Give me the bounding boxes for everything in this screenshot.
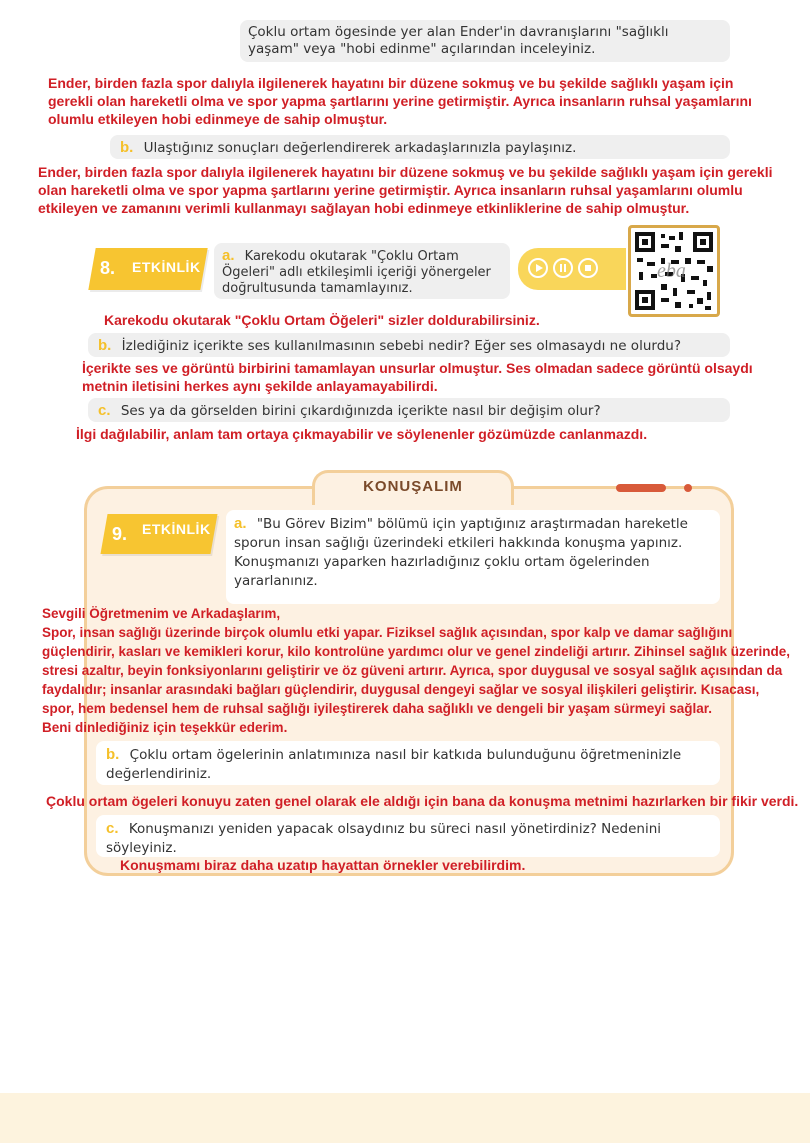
media-player [518, 248, 626, 290]
question-box-8c [88, 398, 730, 422]
answer-9a [42, 604, 794, 737]
question-box-b [110, 135, 730, 159]
item-mark-b: b. [106, 746, 120, 763]
microphone-dot-icon [684, 484, 692, 492]
answer-9b: Çoklu ortam ögeleri konuyu zaten genel olarak ele aldığı için bana da konuşma metnimi hazırlarken bir fikir verdi. [46, 793, 799, 809]
section-title: KONUŞALIM [363, 478, 463, 495]
qr-label: eba [657, 260, 686, 282]
activity-label: ETKİNLİK [132, 259, 201, 275]
page-footer [0, 1093, 810, 1143]
activity-number: 9. [112, 524, 128, 544]
answer-line: Sevgili Öğretmenim ve Arkadaşlarım, [42, 606, 281, 621]
question-box-8b [88, 333, 730, 357]
question-text: Ulaştığınız sonuçları değerlendirerek arkadaşlarınızla paylaşınız. [143, 140, 577, 156]
item-mark-a: a. [222, 247, 235, 264]
item-mark-b: b. [120, 139, 134, 156]
answer-9c: Konuşmamı biraz daha uzatıp hayattan örnekler verebilirdim. [120, 857, 526, 873]
question-text: İzlediğiniz içerikte ses kullanılmasının sebebi nedir? Eğer ses olmasaydı ne olurdu? [121, 338, 681, 354]
question-box-9b [96, 741, 720, 785]
answer-8c: İlgi dağılabilir, anlam tam ortaya çıkmayabilir ve söylenenler gözümüzde canlanmazdı. [76, 426, 648, 442]
question-box-top [240, 20, 730, 62]
item-mark-b: b. [98, 337, 112, 354]
pause-icon[interactable] [553, 258, 573, 278]
question-text: Karekodu okutarak "Çoklu Ortam Ögeleri" adlı etkileşimli içeriği yönergeler doğrultusunda tamamlayınız. [222, 249, 491, 296]
activity-number: 8. [100, 258, 116, 278]
question-text: Ses ya da görselden birini çıkardığınızda içerikte nasıl bir değişim olur? [120, 403, 601, 419]
item-mark-a: a. [234, 515, 247, 532]
answer-b: Ender, birden fazla spor dalıyla ilgilenerek hayatını bir düzene sokmuş ve bu şekilde sağlıklı yaşam için gerekli olan hareketli olma ve spor yapma şartlarını yerine getirmiştir. Ayrıca insanların ruhsal yaşamlarını olumlu etkileyen ve zamanını verimli kullanmayı sağlayan hobi edinmeye etkinliklerine de sahip olmuştur. [38, 164, 773, 216]
answer-8a: Karekodu okutarak "Çoklu Ortam Öğeleri" sizler doldurabilirsiniz. [104, 312, 540, 328]
answer-8b: İçerikte ses ve görüntü birbirini tamamlayan unsurlar olmuştur. Ses olmadan sadece görüntü olsaydı metnin iletisini herkes aynı şekilde anlayamayabilirdi. [82, 360, 753, 394]
activity-label: ETKİNLİK [142, 521, 211, 537]
microphone-icon [616, 484, 666, 492]
question-box-8a [214, 243, 510, 299]
answer-line: Spor, insan sağlığı üzerinde birçok olumlu etki yapar. Fiziksel sağlık açısından, spor kalp ve damar sağlığını güçlendirir, kasları ve kemikleri korur, kilo kontrolüne yardımcı olur ve genel zindeliği artırır. Zihinsel sağlık üzerinde, stresi azaltır, beyin fonksiyonlarını geliştirir ve öz güveni artırır. Ayrıca, spor duygusal ve sosyal sağlık açısından da faydalıdır; insanlar arasındaki bağları güçlendirir, duygusal dengeyi sağlar ve sosyal ilişkileri geliştirir. Kısacası, spor, hem bedensel hem de ruhsal sağlığı iyileştirerek daha sağlıklı ve dengeli bir yaşam sürmeyi sağlar. [42, 625, 791, 716]
question-text: Çoklu ortam ögelerinin anlatımınıza nasıl bir katkıda bulunduğunu öğretmeninizle değerlendiriniz. [106, 747, 682, 782]
stop-icon[interactable] [578, 258, 598, 278]
answer-top: Ender, birden fazla spor dalıyla ilgilenerek hayatını bir düzene sokmuş ve bu şekilde sağlıklı yaşam için gerekli olan hareketli olma ve spor yapma şartlarını yerine getirmiştir. Ayrıca insanların ruhsal yaşamlarını olumlu etkileyen hobi edinmeye de sahip olmuştur. [48, 75, 752, 127]
question-text: Konuşmanızı yeniden yapacak olsaydınız bu süreci nasıl yönetirdiniz? Nedenini söyleyiniz. [106, 821, 662, 856]
play-icon[interactable] [528, 258, 548, 278]
question-text: "Bu Görev Bizim" bölümü için yaptığınız araştırmadan hareketle sporun insan sağlığı üzerindeki etkileri hakkında konuşma yapınız. Konuşmanızı yaparken hazırladığınız çoklu ortam ögelerinden yararlanınız. [234, 516, 688, 589]
question-text: Çoklu ortam ögesinde yer alan Ender'in davranışlarını "sağlıklı yaşam" veya "hobi edinme" açılarından inceleyiniz. [248, 24, 669, 57]
qr-code[interactable] [628, 225, 720, 317]
item-mark-c: c. [106, 820, 119, 837]
item-mark-c: c. [98, 402, 111, 419]
answer-line: Beni dinlediğiniz için teşekkür ederim. [42, 720, 288, 735]
question-box-9a [226, 510, 720, 604]
question-box-9c [96, 815, 720, 857]
